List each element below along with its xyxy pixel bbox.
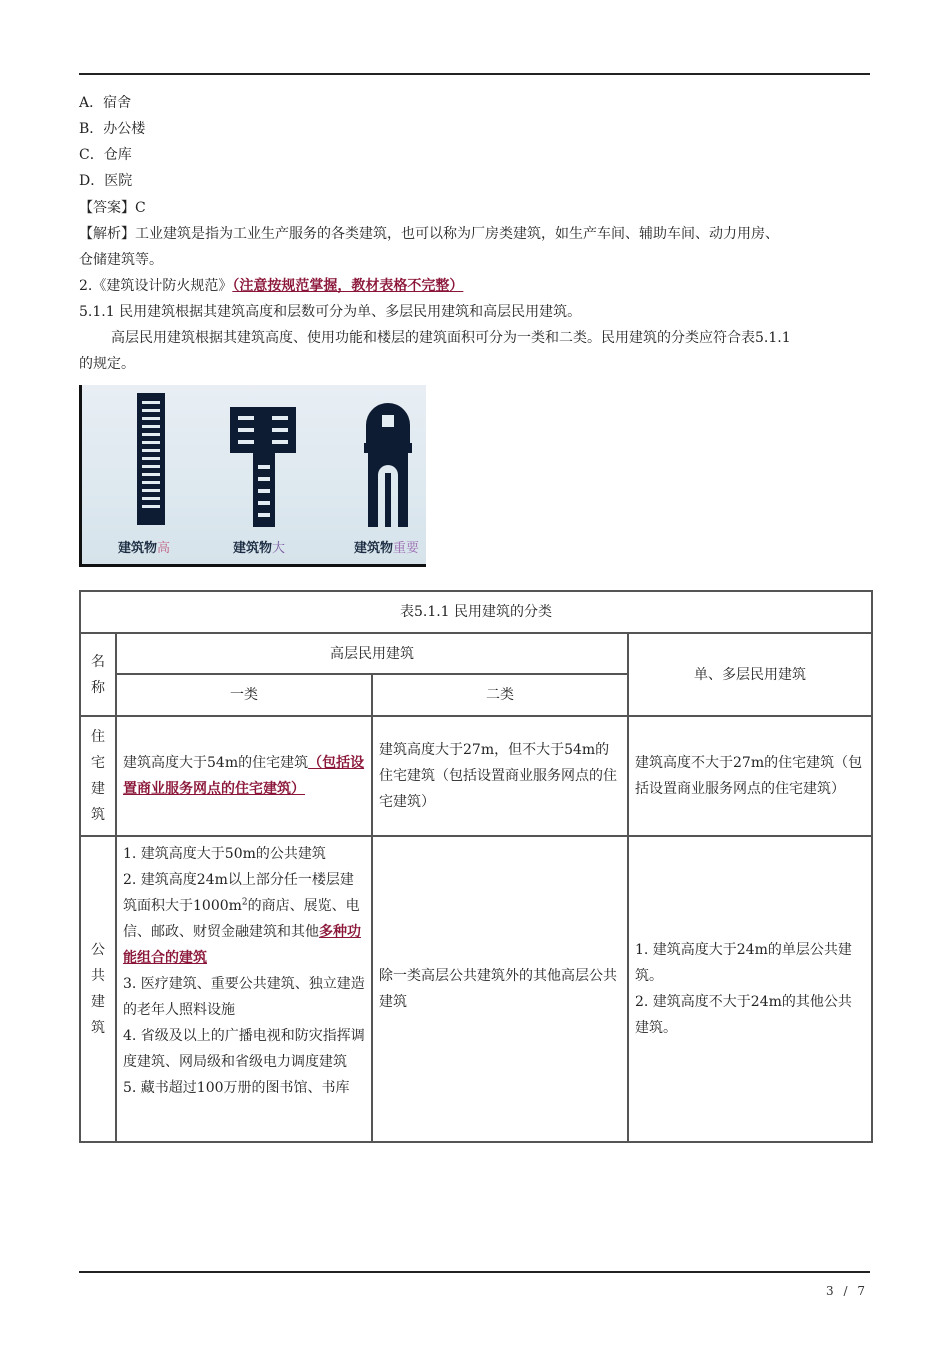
option-a: A．宿舍 [79, 95, 132, 111]
header-rule [79, 73, 870, 75]
public-class-1-item-2 [123, 867, 365, 971]
option-c: C．仓库 [79, 147, 132, 163]
analysis-text-1: 工业建筑是指为工业生产服务的各类建筑，也可以称为厂房类建筑，如生产车间、辅助车间、动力用房、 [135, 226, 779, 242]
residential-low-rise: 建筑高度不大于27m的住宅建筑（包括设置商业服务网点的住宅建筑） [628, 716, 872, 836]
public-class-1 [116, 836, 372, 1142]
header-class-1: 一类 [116, 674, 372, 716]
label-large-main: 建筑物 [233, 541, 273, 556]
label-important-main: 建筑物 [354, 541, 394, 556]
label-important [354, 537, 419, 556]
header-name [80, 633, 116, 716]
public-class-2: 除一类高层公共建筑外的其他高层公共建筑 [372, 836, 628, 1142]
label-tall-accent: 高 [157, 541, 171, 556]
clause-511: 5.1.1 民用建筑根据其建筑高度和层数可分为单、多层民用建筑和高层民用建筑。 [79, 304, 582, 320]
label-tall [118, 537, 170, 556]
header-high-rise: 高层民用建筑 [116, 633, 628, 674]
label-important-accent: 重要 [393, 541, 420, 556]
residential-class-1-text: 建筑高度大于54m的住宅建筑 [123, 755, 309, 771]
row-residential-name [80, 716, 116, 836]
important-building-icon [364, 403, 412, 527]
public-item-2-superscript: 2 [241, 897, 248, 908]
answer-value: C [135, 200, 146, 216]
row-public-name [80, 836, 116, 1142]
public-item-2-part-b: 的商店、展览、电信、邮政、财贸金融建筑和其他 [123, 898, 360, 940]
section2-heading [79, 276, 463, 296]
header-name-text: 名称 [91, 653, 105, 696]
residential-class-1 [116, 716, 372, 836]
option-d: D．医院 [79, 173, 133, 189]
classification-table [79, 590, 873, 1143]
section2-note: （注意按规范掌握，教材表格不完整） [232, 278, 464, 294]
residential-class-2: 建筑高度大于27m，但不大于54m的住宅建筑（包括设置商业服务网点的住宅建筑） [372, 716, 628, 836]
paragraph-line-1: 高层民用建筑根据其建筑高度、使用功能和楼层的建筑面积可分为一类和二类。民用建筑的分类应符合表5.1.1 [111, 330, 791, 346]
row-public-name-text: 公共建筑 [91, 942, 105, 1036]
answer-line [79, 198, 146, 218]
answer-label: 【答案】 [79, 200, 135, 216]
public-low-rise-item-2: 2. 建筑高度不大于24m的其他公共建筑。 [635, 994, 852, 1036]
header-class-2: 二类 [372, 674, 628, 716]
footer-rule [79, 1271, 870, 1273]
label-large-accent: 大 [272, 541, 286, 556]
public-low-rise-item-1: 1. 建筑高度大于24m的单层公共建筑。 [635, 942, 852, 984]
public-item-2-emphasis: 多种功能组合的建筑 [123, 924, 361, 966]
paragraph-line-2: 的规定。 [79, 356, 135, 372]
page-number: 3 / 7 [826, 1284, 868, 1298]
public-class-1-item-1: 1. 建筑高度大于50m的公共建筑 [123, 846, 326, 862]
table-caption: 表5.1.1 民用建筑的分类 [80, 591, 872, 633]
analysis-label: 【解析】 [79, 226, 135, 242]
tall-building-icon [137, 393, 165, 525]
large-building-icon [230, 407, 296, 527]
public-class-1-item-3: 3. 医疗建筑、重要公共建筑、独立建造的老年人照料设施 [123, 976, 365, 1018]
row-residential-name-text: 住宅建筑 [91, 729, 105, 823]
section2-title: 2.《建筑设计防火规范》 [79, 278, 233, 294]
public-class-1-item-4: 4. 省级及以上的广播电视和防灾指挥调度建筑、网局级和省级电力调度建筑 [123, 1028, 365, 1070]
public-class-1-item-5: 5. 藏书超过100万册的图书馆、书库 [123, 1080, 350, 1096]
public-item-2-part-a: 2. 建筑高度24m以上部分任一楼层建筑面积大于1000m [123, 872, 354, 914]
residential-class-1-note: （包括设置商业服务网点的住宅建筑） [123, 755, 365, 797]
public-low-rise [628, 836, 872, 1142]
building-illustration [79, 385, 426, 567]
option-b: B．办公楼 [79, 121, 146, 137]
label-tall-main: 建筑物 [118, 541, 158, 556]
header-low-rise: 单、多层民用建筑 [628, 633, 872, 716]
analysis-line-1 [79, 224, 779, 244]
analysis-line-2: 仓储建筑等。 [79, 252, 163, 268]
label-large [233, 537, 285, 556]
